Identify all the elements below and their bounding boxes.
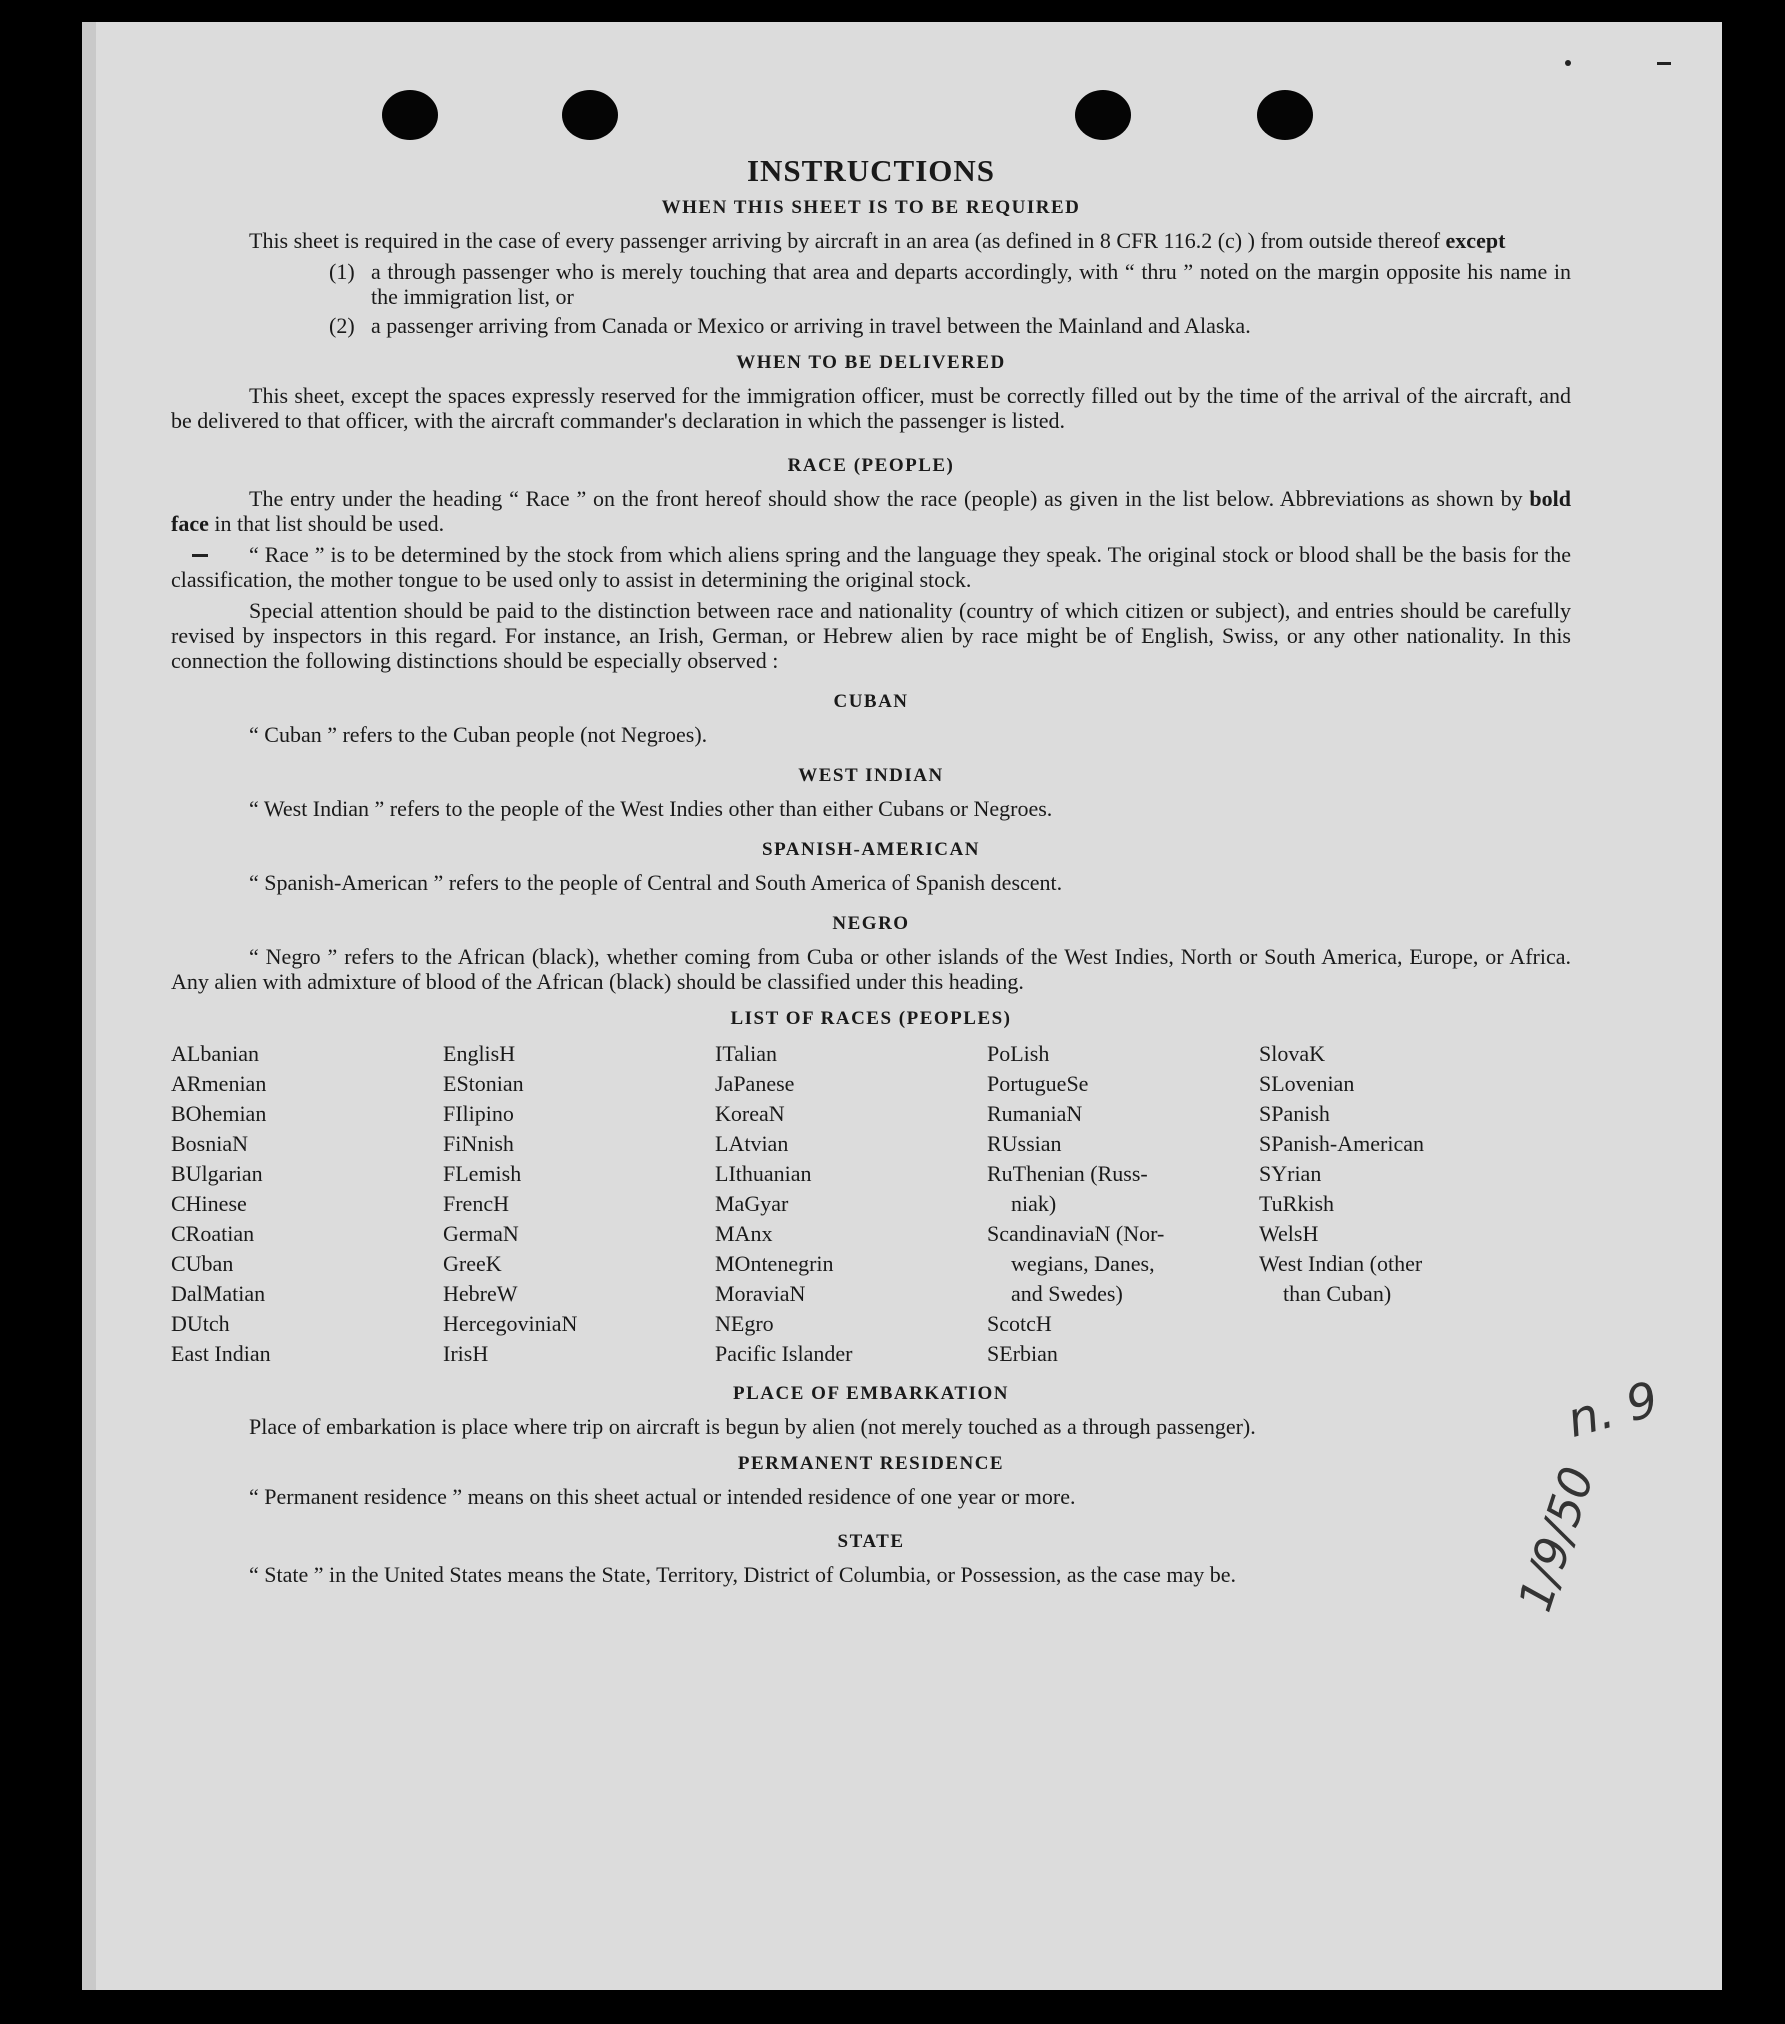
punch-hole <box>1075 90 1131 140</box>
section-heading: WEST INDIAN <box>798 765 944 786</box>
punch-hole <box>562 90 618 140</box>
section-heading: SPANISH-AMERICAN <box>762 839 980 860</box>
race-entry: TuRkish <box>1259 1191 1335 1216</box>
paragraph <box>171 228 1571 253</box>
section-heading: WHEN TO BE DELIVERED <box>736 352 1006 373</box>
section-heading: PERMANENT RESIDENCE <box>737 1453 1005 1474</box>
race-entry: GreeK <box>443 1251 502 1276</box>
paragraph: “ Cuban ” refers to the Cuban people (not Negroes). <box>249 722 708 747</box>
races-list <box>171 1039 1571 1369</box>
item-number: (1) <box>329 259 355 284</box>
race-entry: West Indian (other <box>1259 1251 1423 1276</box>
paragraph: “ Negro ” refers to the African (black), whether coming from Cuba or other islands of the West Indies, North or South America, Europe, or Africa. Any alien with admixture of blood of the African (black) should be classified under this heading. <box>171 944 1571 994</box>
race-entry: DalMatian <box>171 1281 266 1306</box>
race-entry: MOntenegrin <box>715 1251 834 1276</box>
race-entry: NEgro <box>715 1311 774 1336</box>
race-entry: niak) <box>1011 1191 1057 1216</box>
races-column <box>1259 1039 1489 1369</box>
section-heading: NEGRO <box>832 913 910 934</box>
race-entry: ALbanian <box>171 1041 259 1066</box>
race-entry: EnglisH <box>443 1041 516 1066</box>
race-entry: PoLish <box>987 1041 1050 1066</box>
race-entry: FIlipino <box>443 1101 514 1126</box>
except-text: except <box>1445 228 1506 253</box>
race-entry: ITalian <box>715 1041 777 1066</box>
race-entry: GermaN <box>443 1221 519 1246</box>
intro-text: This sheet is required in the case of every passenger arriving by aircraft in an area (as defined in 8 CFR 116.2 (c) ) from outside thereof <box>249 228 1441 253</box>
race-entry: than Cuban) <box>1283 1281 1392 1306</box>
race-entry: LIthuanian <box>715 1161 812 1186</box>
race-entry: SPanish-American <box>1259 1131 1424 1156</box>
race-entry: SErbian <box>987 1341 1058 1366</box>
punch-hole <box>382 90 438 140</box>
race-entry: RuThenian (Russ- <box>987 1161 1148 1186</box>
race-entry: JaPanese <box>715 1071 795 1096</box>
race-entry: wegians, Danes, <box>1011 1251 1155 1276</box>
race-entry: East Indian <box>171 1341 271 1366</box>
race-entry: LAtvian <box>715 1131 789 1156</box>
paragraph: “ State ” in the United States means the State, Territory, District of Columbia, or Possession, as the case may be. <box>249 1562 1237 1587</box>
section-heading: PLACE OF EMBARKATION <box>733 1383 1009 1404</box>
list-item <box>329 259 1571 309</box>
race-entry: CRoatian <box>171 1221 255 1246</box>
text-run: in that list should be used. <box>214 511 445 536</box>
handwritten-note: n. 9 <box>1561 1371 1665 1449</box>
race-entry: HebreW <box>443 1281 518 1306</box>
handwritten-date: 1/9/50 <box>1507 1460 1605 1618</box>
paragraph: Special attention should be paid to the distinction between race and nationality (country of which citizen or subject), and entries should be carefully revised by inspectors in this regard. For instance, an Irish, German, or Hebrew alien by race might be of English, Swiss, or any other nationality. In this connection the following distinctions should be especially observed : <box>171 598 1571 673</box>
race-entry: MaGyar <box>715 1191 789 1216</box>
race-entry: CHinese <box>171 1191 247 1216</box>
race-entry: ScandinaviaN (Nor- <box>987 1221 1165 1246</box>
paragraph: “ Race ” is to be determined by the stock from which aliens spring and the language they speak. The original stock or blood shall be the basis for the classification, the mother tongue to be used only to assist in determining the original stock. <box>171 542 1571 592</box>
race-entry: PortugueSe <box>987 1071 1089 1096</box>
paragraph <box>171 486 1571 536</box>
scan-edge <box>82 22 96 1990</box>
section-heading: WHEN THIS SHEET IS TO BE REQUIRED <box>661 197 1081 218</box>
race-entry: IrisH <box>443 1341 489 1366</box>
race-entry: RumaniaN <box>987 1101 1083 1126</box>
paragraph: “ West Indian ” refers to the people of the West Indies other than either Cubans or Negroes. <box>249 796 1053 821</box>
race-entry: SYrian <box>1259 1161 1322 1186</box>
race-entry: SLovenian <box>1259 1071 1355 1096</box>
race-entry: HercegoviniaN <box>443 1311 578 1336</box>
item-number: (2) <box>329 313 355 338</box>
race-entry: SlovaK <box>1259 1041 1325 1066</box>
races-column <box>171 1039 443 1369</box>
race-entry: DUtch <box>171 1311 230 1336</box>
race-entry: FiNnish <box>443 1131 514 1156</box>
race-entry: EStonian <box>443 1071 524 1096</box>
race-entry: MAnx <box>715 1221 773 1246</box>
race-entry: RUssian <box>987 1131 1062 1156</box>
race-entry: SPanish <box>1259 1101 1330 1126</box>
race-entry: WelsH <box>1259 1221 1319 1246</box>
speck <box>1565 60 1571 66</box>
race-entry: FrencH <box>443 1191 509 1216</box>
race-entry: and Swedes) <box>1011 1281 1123 1306</box>
paragraph: “ Permanent residence ” means on this sheet actual or intended residence of one year or more. <box>249 1484 1076 1509</box>
race-entry: BosniaN <box>171 1131 248 1156</box>
text-run: The entry under the heading “ Race ” on the front hereof should show the race (people) as given in the list below. Abbreviations as shown by <box>249 486 1523 511</box>
race-entry: CUban <box>171 1251 234 1276</box>
race-entry: KoreaN <box>715 1101 785 1126</box>
section-heading: LIST OF RACES (PEOPLES) <box>730 1008 1012 1029</box>
races-column <box>987 1039 1259 1369</box>
race-entry: ScotcH <box>987 1311 1052 1336</box>
races-column <box>443 1039 715 1369</box>
section-heading: CUBAN <box>833 691 909 712</box>
page-title: INSTRUCTIONS <box>746 153 995 188</box>
list-item <box>329 313 1571 338</box>
race-entry: FLemish <box>443 1161 522 1186</box>
race-entry: MoraviaN <box>715 1281 806 1306</box>
paragraph: Place of embarkation is place where trip on aircraft is begun by alien (not merely touched as a through passenger). <box>249 1414 1256 1439</box>
race-entry: BOhemian <box>171 1101 267 1126</box>
race-entry: Pacific Islander <box>715 1341 853 1366</box>
instructions-body <box>171 140 1571 1593</box>
paragraph: “ Spanish-American ” refers to the people of Central and South America of Spanish descent. <box>249 870 1063 895</box>
section-heading: RACE (PEOPLE) <box>787 455 955 476</box>
paragraph: This sheet, except the spaces expressly reserved for the immigration officer, must be correctly filled out by the time of the arrival of the aircraft, and be delivered to that officer, with the aircraft commander's declaration in which the passenger is listed. <box>171 383 1571 433</box>
bold-text: bold face <box>171 486 1572 536</box>
item-text: a passenger arriving from Canada or Mexico or arriving in travel between the Mainland and Alaska. <box>371 313 1251 338</box>
races-column <box>715 1039 987 1369</box>
speck <box>1657 62 1671 65</box>
item-text: a through passenger who is merely touching that area and departs accordingly, with “ thru ” noted on the margin opposite his name in the immigration list, or <box>371 259 1571 309</box>
section-heading: STATE <box>837 1531 905 1552</box>
race-entry: ARmenian <box>171 1071 267 1096</box>
race-entry: BUlgarian <box>171 1161 263 1186</box>
punch-hole <box>1257 90 1313 140</box>
